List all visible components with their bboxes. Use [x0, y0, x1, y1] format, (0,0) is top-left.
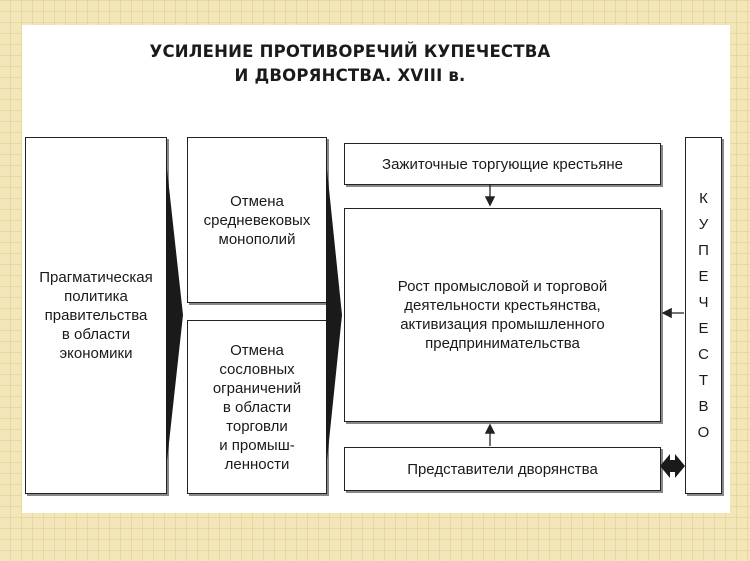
- box-abolition-estate-restrictions-text: Отмена сословных ограничений в области торговли и промыш- ленности: [212, 341, 302, 473]
- merchants-letter: У: [698, 215, 709, 233]
- box-government-policy-text: Прагматическая политика правительства в области экономики: [39, 269, 153, 362]
- merchants-letter: Е: [698, 319, 709, 337]
- merchants-letter: С: [698, 345, 709, 363]
- merchants-letter: Ч: [698, 293, 709, 311]
- chevron-arrow-2: [326, 160, 342, 470]
- chevron-arrow-1: [166, 160, 183, 470]
- box-wealthy-peasants-text: Зажиточные торгующие крестьяне: [382, 155, 623, 173]
- merchants-letter: Е: [698, 267, 709, 285]
- merchants-letter: К: [699, 189, 708, 207]
- box-nobility-representatives-text: Представители дворянства: [407, 460, 598, 478]
- merchants-letter: О: [697, 423, 710, 441]
- title-line-1: УСИЛЕНИЕ ПРОТИВОРЕЧИЙ КУПЕЧЕСТВА: [149, 42, 551, 61]
- merchants-letter: Т: [698, 371, 709, 389]
- merchants-letter: П: [698, 241, 709, 259]
- double-arrow-nobles-merchants: [660, 454, 685, 478]
- box-abolition-monopolies-text: Отмена средневековых монополий: [203, 192, 311, 248]
- box-growth-activity-text: Рост промысловой и торговой деятельности крестьянства, активизация промышленного предпринимательства: [397, 278, 608, 352]
- title-line-2: И ДВОРЯНСТВА. XVIII в.: [234, 66, 466, 85]
- merchants-letter: В: [698, 397, 709, 415]
